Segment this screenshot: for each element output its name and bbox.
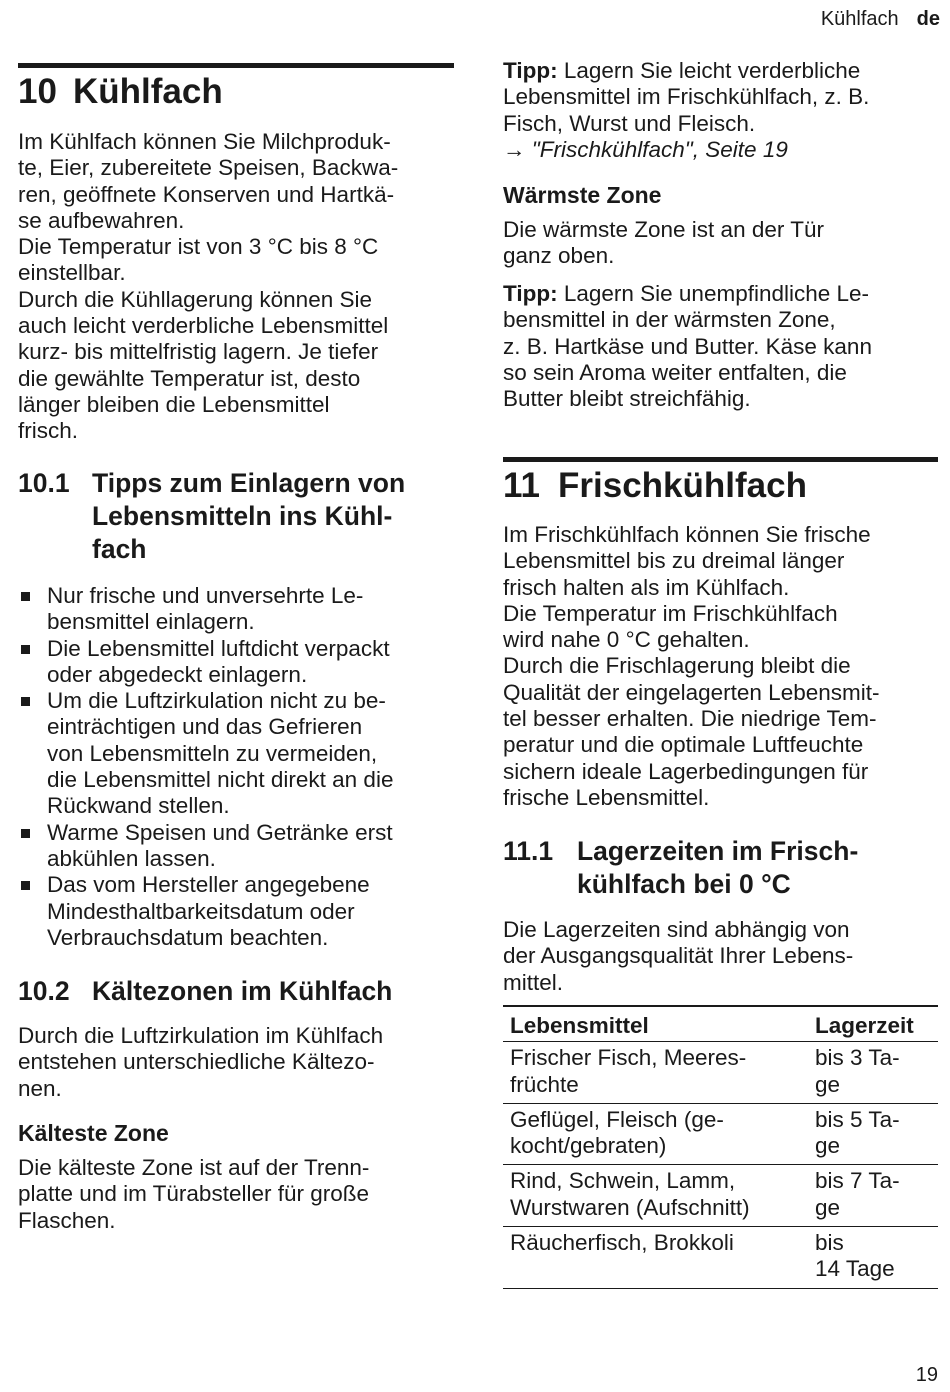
coldest-zone-heading: Kälteste Zone xyxy=(18,1120,169,1146)
list-item-line: abkühlen lassen. xyxy=(47,845,216,871)
intro-line: te, Eier, zubereitete Speisen, Backwa- xyxy=(18,155,399,181)
table-cell-time xyxy=(808,1165,938,1227)
intro-line: Die Temperatur ist von 3 °C bis 8 °C xyxy=(18,234,379,260)
paragraph-line: Flaschen. xyxy=(18,1207,116,1233)
column-header-storage-time: Lagerzeit xyxy=(808,1006,938,1042)
table-cell-time xyxy=(808,1227,938,1289)
storage-tips-list xyxy=(18,583,458,951)
section-11-1-heading xyxy=(503,835,943,901)
cell-line: Geflügel, Fleisch (ge- xyxy=(510,1106,724,1132)
intro-line: Die Temperatur im Frischkühlfach xyxy=(503,600,838,626)
cell-line: bis 3 Ta- xyxy=(815,1045,900,1071)
section-10-rule xyxy=(18,63,454,68)
subsection-title-line: Tipps zum Einlagern von xyxy=(92,468,406,498)
section-10-2-heading xyxy=(18,975,458,1008)
zones-intro xyxy=(18,1023,458,1102)
list-item-line: Verbrauchsdatum beachten. xyxy=(47,924,329,950)
paragraph-line: Die kälteste Zone ist auf der Trenn- xyxy=(18,1155,370,1180)
list-item xyxy=(18,636,458,689)
intro-line: peratur und die optimale Luftfeuchte xyxy=(503,732,864,758)
section-11-heading xyxy=(503,466,807,506)
tip-text: Lagern Sie unempfindliche Le- xyxy=(557,281,870,306)
intro-line: frische Lebensmittel. xyxy=(503,784,710,810)
cell-line: Räucherfisch, Brokkoli xyxy=(510,1230,734,1256)
table-row xyxy=(503,1165,938,1227)
table-intro xyxy=(503,917,943,996)
column-header-food: Lebensmittel xyxy=(503,1006,808,1042)
tip-line: z. B. Hartkäse und Butter. Käse kann xyxy=(503,333,872,359)
list-item-line: Die Lebensmittel luftdicht verpackt xyxy=(47,635,390,661)
tip-line xyxy=(503,58,943,84)
intro-line: sichern ideale Lagerbedingungen für xyxy=(503,758,869,784)
subsection-title: Kältezonen im Kühlfach xyxy=(92,976,393,1006)
table-cell-food xyxy=(503,1165,808,1227)
tip-line xyxy=(503,281,943,307)
intro-line: ren, geöffnete Konserven und Hartkä- xyxy=(18,181,395,207)
tip-text: Lagern Sie leicht verderbliche xyxy=(557,58,861,83)
paragraph-line: platte und im Türabsteller für große xyxy=(18,1181,370,1207)
intro-line: Lebensmittel bis zu dreimal länger xyxy=(503,548,845,574)
section-11-intro xyxy=(503,522,943,811)
subsection-number: 10.1 xyxy=(18,468,70,498)
cell-line: bis xyxy=(815,1230,844,1256)
table-row xyxy=(503,1103,938,1165)
table-cell-time xyxy=(808,1103,938,1165)
intro-line: Durch die Kühllagerung können Sie xyxy=(18,286,372,312)
cell-line: bis 7 Ta- xyxy=(815,1168,900,1194)
list-item-line: Das vom Hersteller angegebene xyxy=(47,872,370,898)
section-number: 11 xyxy=(503,466,540,505)
paragraph-line: der Ausgangsqualität Ihrer Lebens- xyxy=(503,943,854,969)
storage-times-table xyxy=(503,1005,938,1289)
tip-2 xyxy=(503,281,943,412)
intro-line: frisch. xyxy=(18,418,79,444)
bullet-square-icon xyxy=(21,829,30,838)
tip-line: Fisch, Wurst und Fleisch. xyxy=(503,110,756,136)
list-item-line: einträchtigen und das Gefrieren xyxy=(47,714,363,740)
bullet-square-icon xyxy=(21,592,30,601)
list-item xyxy=(18,583,458,636)
table-row xyxy=(503,1042,938,1104)
list-item-line: Rückwand stellen. xyxy=(47,793,230,819)
intro-line: se aufbewahren. xyxy=(18,207,185,233)
running-header xyxy=(821,8,940,31)
section-10-1-heading xyxy=(18,467,458,566)
list-item xyxy=(18,820,458,873)
cell-line: kocht/gebraten) xyxy=(510,1133,667,1159)
warmest-zone-heading: Wärmste Zone xyxy=(503,182,662,208)
section-11-rule xyxy=(503,457,938,462)
list-item xyxy=(18,688,458,819)
intro-line: frisch halten als im Kühlfach. xyxy=(503,574,790,600)
cell-line: Wurstwaren (Aufschnitt) xyxy=(510,1194,750,1220)
bullet-square-icon xyxy=(21,697,30,706)
intro-line: kurz- bis mittelfristig lagern. Je tiefer xyxy=(18,339,379,365)
table-cell-food xyxy=(503,1227,808,1289)
cell-line: 14 Tage xyxy=(815,1256,895,1282)
table-cell-food xyxy=(503,1103,808,1165)
list-item xyxy=(18,872,458,951)
tip-line: Butter bleibt streichfähig. xyxy=(503,386,751,412)
list-item-line: von Lebensmitteln zu vermeiden, xyxy=(47,740,378,766)
subsection-number: 10.2 xyxy=(18,976,70,1006)
intro-line: auch leicht verderbliche Lebensmittel xyxy=(18,313,389,339)
intro-line: Im Kühlfach können Sie Milchproduk- xyxy=(18,129,391,154)
list-item-line: Mindesthaltbarkeitsdatum oder xyxy=(47,898,355,924)
section-title: Frischkühlfach xyxy=(558,466,807,505)
arrow-right-icon: → xyxy=(503,136,526,162)
table-row xyxy=(503,1227,938,1289)
coldest-zone-text xyxy=(18,1155,458,1234)
cross-reference-link[interactable]: "Frischkühlfach", Seite 19 xyxy=(525,136,788,162)
tip-label: Tipp: xyxy=(503,58,558,83)
cell-line: ge xyxy=(815,1071,841,1097)
cell-line: ge xyxy=(815,1194,841,1220)
cell-line: Rind, Schwein, Lamm, xyxy=(510,1168,736,1194)
header-section: Kühlfach xyxy=(820,8,899,30)
section-number: 10 xyxy=(18,72,57,111)
cell-line: bis 5 Ta- xyxy=(815,1106,900,1132)
subsection-title-line: kühlfach bei 0 °C xyxy=(577,869,791,899)
cell-line: ge xyxy=(815,1133,841,1159)
cross-reference[interactable] xyxy=(503,137,943,163)
table-cell-food xyxy=(503,1042,808,1104)
subsection-number: 11.1 xyxy=(503,836,554,866)
section-10-intro xyxy=(18,129,458,445)
list-item-line: Nur frische und unversehrte Le- xyxy=(47,583,364,608)
intro-line: Durch die Frischlagerung bleibt die xyxy=(503,653,851,679)
tip-line: bensmittel in der wärmsten Zone, xyxy=(503,307,836,333)
paragraph-line: entstehen unterschiedliche Kältezo- xyxy=(18,1049,375,1075)
tip-label: Tipp: xyxy=(503,281,558,306)
intro-line: Im Frischkühlfach können Sie frische xyxy=(503,522,871,547)
list-item-line: Warme Speisen und Getränke erst xyxy=(47,819,393,845)
list-item-line: die Lebensmittel nicht direkt an die xyxy=(47,767,394,793)
paragraph-line: mittel. xyxy=(503,969,564,995)
tip-line: so sein Aroma weiter entfalten, die xyxy=(503,359,847,385)
table-cell-time xyxy=(808,1042,938,1104)
page-number: 19 xyxy=(915,1364,938,1386)
list-item-line: oder abgedeckt einlagern. xyxy=(47,661,308,687)
intro-line: die gewählte Temperatur ist, desto xyxy=(18,365,361,391)
bullet-square-icon xyxy=(21,881,30,890)
intro-line: wird nahe 0 °C gehalten. xyxy=(503,627,750,653)
tip-1 xyxy=(503,58,943,163)
paragraph-line: ganz oben. xyxy=(503,243,615,269)
paragraph-line: Die Lagerzeiten sind abhängig von xyxy=(503,917,850,942)
bullet-square-icon xyxy=(21,645,30,654)
section-10-heading xyxy=(18,72,223,112)
intro-line: einstellbar. xyxy=(18,260,126,286)
list-item-line: bensmittel einlagern. xyxy=(47,609,255,635)
paragraph-line: Die wärmste Zone ist an der Tür xyxy=(503,217,824,242)
subsection-title-line: fach xyxy=(92,534,147,564)
warmest-zone-text xyxy=(503,217,943,270)
section-title: Kühlfach xyxy=(73,72,223,111)
paragraph-line: Durch die Luftzirkulation im Kühlfach xyxy=(18,1023,384,1048)
table-header-row xyxy=(503,1006,938,1042)
header-language: de xyxy=(916,8,940,30)
list-item-line: Um die Luftzirkulation nicht zu be- xyxy=(47,688,386,714)
cell-line: Frischer Fisch, Meeres- xyxy=(510,1045,747,1071)
tip-line: Lebensmittel im Frischkühlfach, z. B. xyxy=(503,84,870,110)
intro-line: tel besser erhalten. Die niedrige Tem- xyxy=(503,706,877,732)
subsection-title-line: Lagerzeiten im Frisch- xyxy=(577,836,859,866)
subsection-title-line: Lebensmitteln ins Kühl- xyxy=(92,501,393,531)
cell-line: früchte xyxy=(510,1071,579,1097)
intro-line: Qualität der eingelagerten Lebensmit- xyxy=(503,679,880,705)
paragraph-line: nen. xyxy=(18,1075,62,1101)
intro-line: länger bleiben die Lebensmittel xyxy=(18,391,330,417)
